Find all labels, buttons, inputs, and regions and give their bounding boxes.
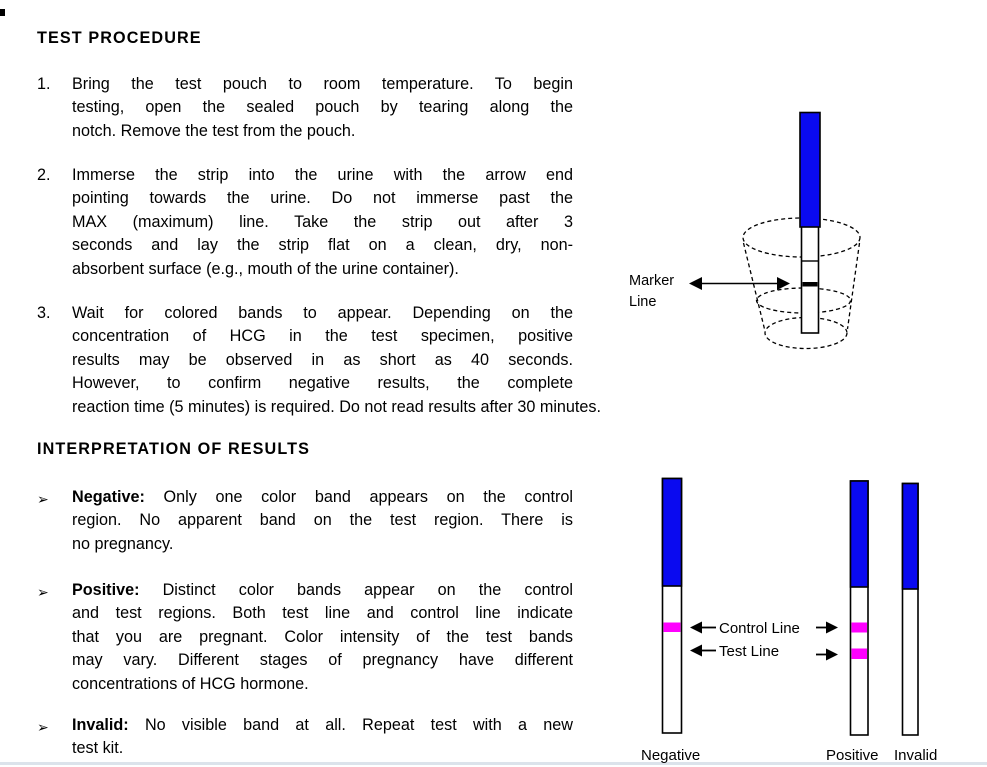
strip-label-positive: Positive xyxy=(826,747,879,764)
text-line: pointing towards the urine. Do not immerse past the xyxy=(72,189,573,208)
control-arrow-left-icon xyxy=(690,622,702,634)
test-strip-body xyxy=(802,227,819,334)
item-number: 2. xyxy=(37,166,51,184)
cup-figure xyxy=(600,90,900,370)
text-line: MAX (maximum) line. Take the strip out after 3 xyxy=(72,212,573,231)
cup-side-left xyxy=(744,243,765,329)
text-line: Bring the test pouch to room temperature. To begin xyxy=(72,75,573,93)
control-arrow-right-icon xyxy=(826,622,838,634)
text-line: However, to confirm negative results, the complete xyxy=(72,374,573,393)
text-line: Immerse the strip into the urine with the arrow end xyxy=(72,166,573,184)
marker-line-arrow xyxy=(689,277,790,290)
text-line: may vary. Different stages of pregnancy have different xyxy=(72,651,573,670)
interpretation-item-negative xyxy=(37,486,573,556)
control-band xyxy=(664,623,681,633)
term-positive: Positive: xyxy=(72,581,140,599)
text-line: concentration of HCG in the test specimen, positive xyxy=(72,327,573,346)
term-negative: Negative: xyxy=(72,488,145,506)
text-line: no pregnancy. xyxy=(72,534,174,553)
text-line: absorbent surface (e.g., mouth of the urine container). xyxy=(72,259,459,278)
strip-blue-handle xyxy=(800,113,820,228)
test-arrow-left-icon xyxy=(690,645,702,657)
text-line: Negative: Only one color band appears on the control xyxy=(72,488,573,506)
page-edge-mark xyxy=(0,9,5,16)
text-line: reaction time (5 minutes) is required. Do not read results after 30 minutes. xyxy=(72,397,602,416)
cup-side-right xyxy=(848,243,860,329)
procedure-item-2 xyxy=(37,164,573,281)
text-line: region. No apparent band on the test region. There is xyxy=(72,511,573,530)
strip-blue-handle xyxy=(851,481,869,587)
strip-blue-handle xyxy=(663,479,682,587)
marker-line-band xyxy=(803,282,818,287)
term-invalid: Invalid: xyxy=(72,716,129,734)
bullet-arrow-icon: ➢ xyxy=(37,491,49,507)
text-line: results may be observed in as short as 40 seconds. xyxy=(72,350,573,369)
result-strips-figure xyxy=(640,470,960,767)
control-line-label: Control Line xyxy=(719,620,800,637)
strip-positive xyxy=(851,481,869,735)
marker-line-label: Marker Line xyxy=(629,273,675,310)
text-line: that you are pregnant. Color intensity of the test bands xyxy=(72,627,573,646)
text-line: test kit. xyxy=(72,739,124,758)
section-title-interpretation: INTERPRETATION OF RESULTS xyxy=(37,440,311,458)
item-number: 3. xyxy=(37,304,51,322)
control-band xyxy=(852,623,868,633)
item-number: 1. xyxy=(37,75,51,93)
bullet-arrow-icon: ➢ xyxy=(37,719,49,735)
interpretation-item-positive xyxy=(37,579,573,696)
bullet-arrow-icon: ➢ xyxy=(37,584,49,600)
strip-label-negative: Negative xyxy=(641,747,701,764)
text-line: and test regions. Both test line and control line indicate xyxy=(72,604,573,623)
test-line-label: Test Line xyxy=(719,643,780,660)
text-line: seconds and lay the strip flat on a clean, dry, non- xyxy=(72,236,573,255)
strip-blue-handle xyxy=(903,484,919,590)
text-line: Positive: Distinct color bands appear on the control xyxy=(72,581,573,599)
strip-label-invalid: Invalid xyxy=(894,747,938,764)
strip-negative xyxy=(663,479,682,734)
test-band xyxy=(852,649,868,660)
interpretation-item-invalid xyxy=(37,714,573,761)
text-line: testing, open the sealed pouch by tearing along the xyxy=(72,98,573,117)
strip-invalid xyxy=(903,484,919,736)
procedure-item-3 xyxy=(37,302,602,419)
section-title-test-procedure: TEST PROCEDURE xyxy=(37,29,202,47)
text-line: concentrations of HCG hormone. xyxy=(72,674,309,693)
text-line: Wait for colored bands to appear. Depending on the xyxy=(72,304,573,322)
test-arrow-right-icon xyxy=(826,649,838,661)
text-line: Invalid: No visible band at all. Repeat test with a new xyxy=(72,716,573,734)
text-line: notch. Remove the test from the pouch. xyxy=(72,121,356,140)
procedure-item-1 xyxy=(37,73,573,143)
